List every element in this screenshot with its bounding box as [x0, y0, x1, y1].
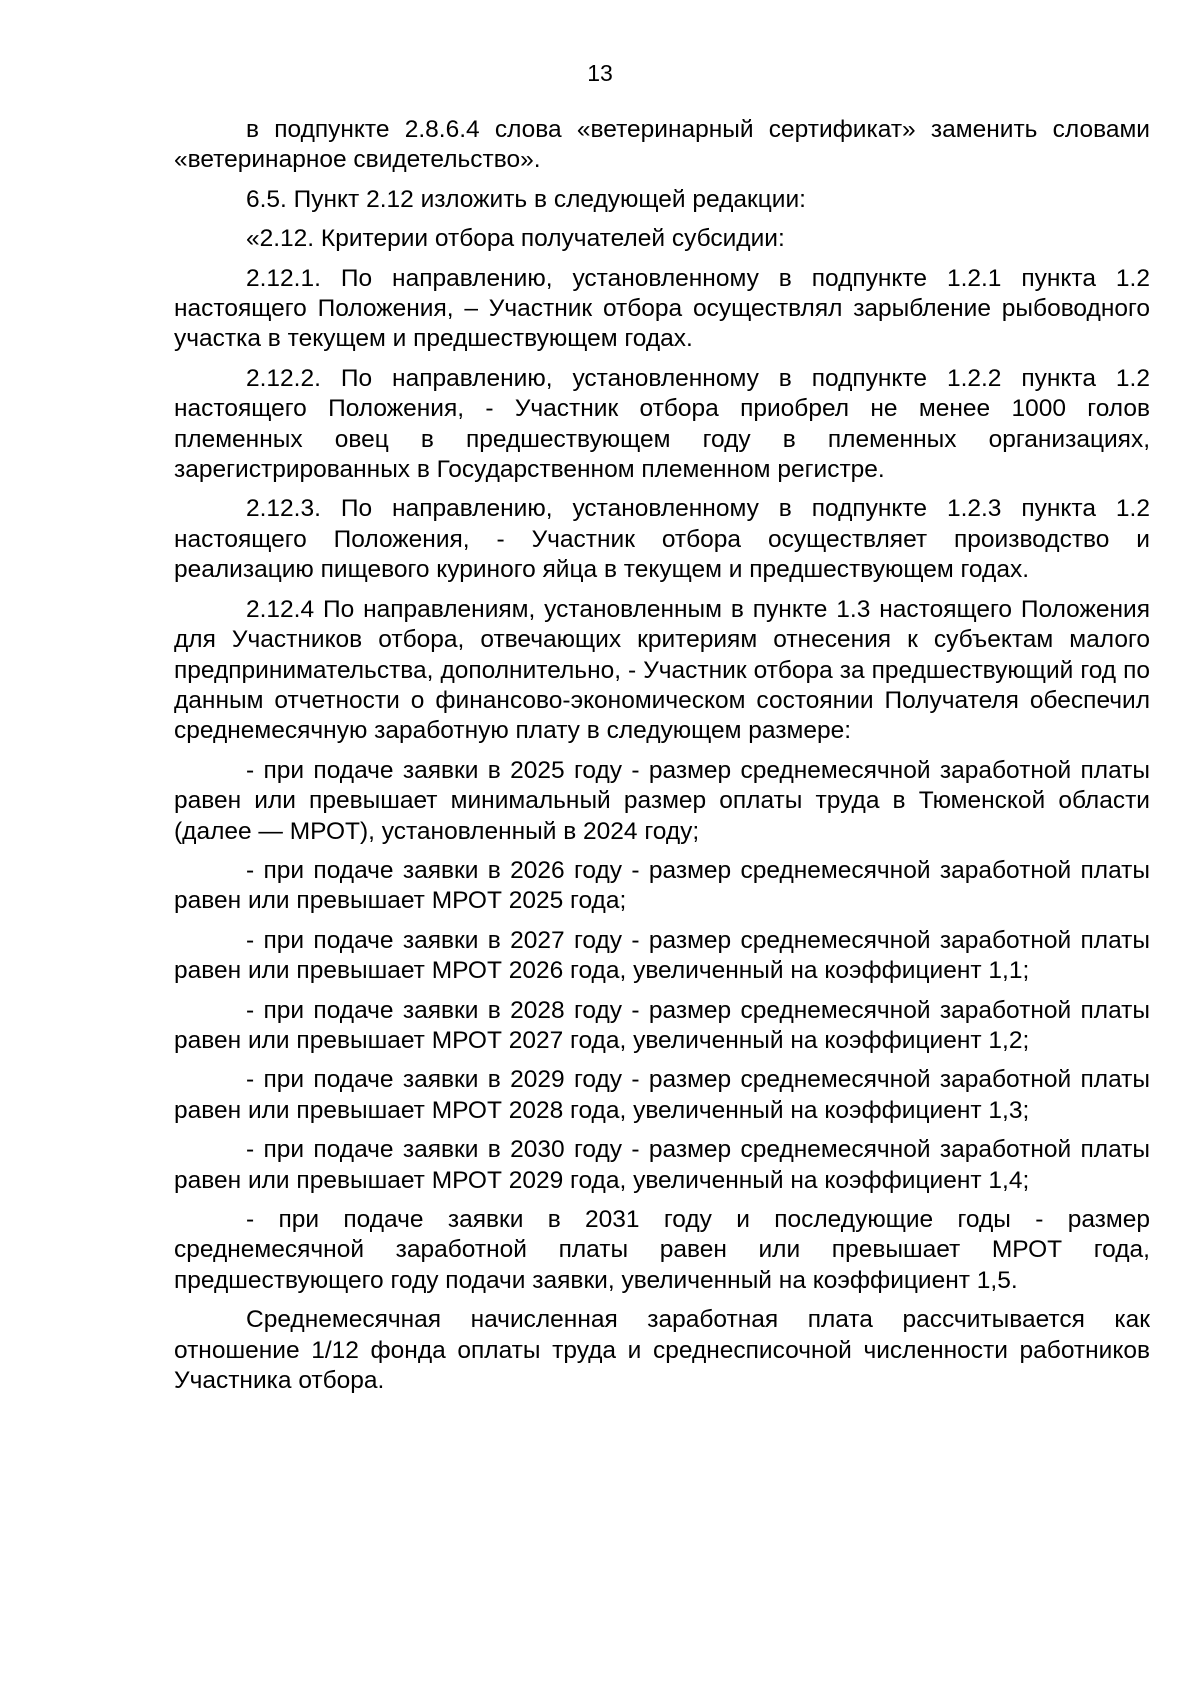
paragraph-2-12-3: 2.12.3. По направлению, установленному в подпункте 1.2.3 пункта 1.2 настоящего Положения, - Участник отбора осуществляет производство и реализацию пищевого куриного яйца в текущем и предшествующем годах.	[174, 495, 1150, 584]
paragraph-item-6-5: 6.5. Пункт 2.12 изложить в следующей редакции:	[246, 185, 806, 213]
paragraph-2-12-1: 2.12.1. По направлению, установленному в подпункте 1.2.1 пункта 1.2 настоящего Положения, – Участник отбора осуществлял зарыбление рыбоводного участка в текущем и предшествующем годах.	[174, 264, 1150, 353]
list-item-2031: - при подаче заявки в 2031 году и последующие годы - размер среднемесячной заработной платы равен или превышает МРОТ года, предшествующего году подачи заявки, увеличенный на коэффициент 1,5.	[174, 1206, 1150, 1294]
paragraph-2-12-2: 2.12.2. По направлению, установленному в подпункте 1.2.2 пункта 1.2 настоящего Положения, - Участник отбора приобрел не менее 1000 голов племенных овец в предшествующем году в племенных организациях, зарегистрированных в Государственном племенном регистре.	[174, 364, 1150, 484]
list-item-2028: - при подаче заявки в 2028 году - размер среднемесячной заработной платы равен или превышает МРОТ 2027 года, увеличенный на коэффициент 1,2;	[174, 996, 1150, 1054]
paragraph-amendment-2-8-6-4: в подпункте 2.8.6.4 слова «ветеринарный сертификат» заменить словами «ветеринарное свидетельство».	[174, 116, 1150, 174]
list-item-2027: - при подаче заявки в 2027 году - размер среднемесячной заработной платы равен или превышает МРОТ 2026 года, увеличенный на коэффициент 1,1;	[174, 926, 1150, 985]
list-item-2025: - при подаче заявки в 2025 году - размер среднемесячной заработной платы равен или превышает минимальный размер оплаты труда в Тюменской области (далее — МРОТ), установленный в 2024 году;	[174, 756, 1150, 845]
list-item-2029: - при подаче заявки в 2029 году - размер среднемесячной заработной платы равен или превышает МРОТ 2028 года, увеличенный на коэффициент 1,3;	[174, 1066, 1150, 1124]
document-body	[174, 115, 1150, 1405]
list-item-2026: - при подаче заявки в 2026 году - размер среднемесячной заработной платы равен или превышает МРОТ 2025 года;	[174, 856, 1150, 915]
page-number: 13	[587, 60, 613, 86]
list-item-2030: - при подаче заявки в 2030 году - размер среднемесячной заработной платы равен или превышает МРОТ 2029 года, увеличенный на коэффициент 1,4;	[174, 1136, 1150, 1194]
paragraph-heading-2-12: «2.12. Критерии отбора получателей субсидии:	[246, 225, 785, 253]
paragraph-average-salary-definition: Среднемесячная начисленная заработная плата рассчитывается как отношение 1/12 фонда оплаты труда и среднесписочной численности работников Участника отбора.	[174, 1306, 1150, 1395]
paragraph-2-12-4: 2.12.4 По направлениям, установленным в пункте 1.3 настоящего Положения для Участников отбора, отвечающих критериям отнесения к субъектам малого предпринимательства, дополнительно, - Участник отбора за предшествующий год по данным отчетности о финансово-экономическом состоянии Получателя обеспечил среднемесячную заработную плату в следующем размере:	[174, 595, 1150, 745]
